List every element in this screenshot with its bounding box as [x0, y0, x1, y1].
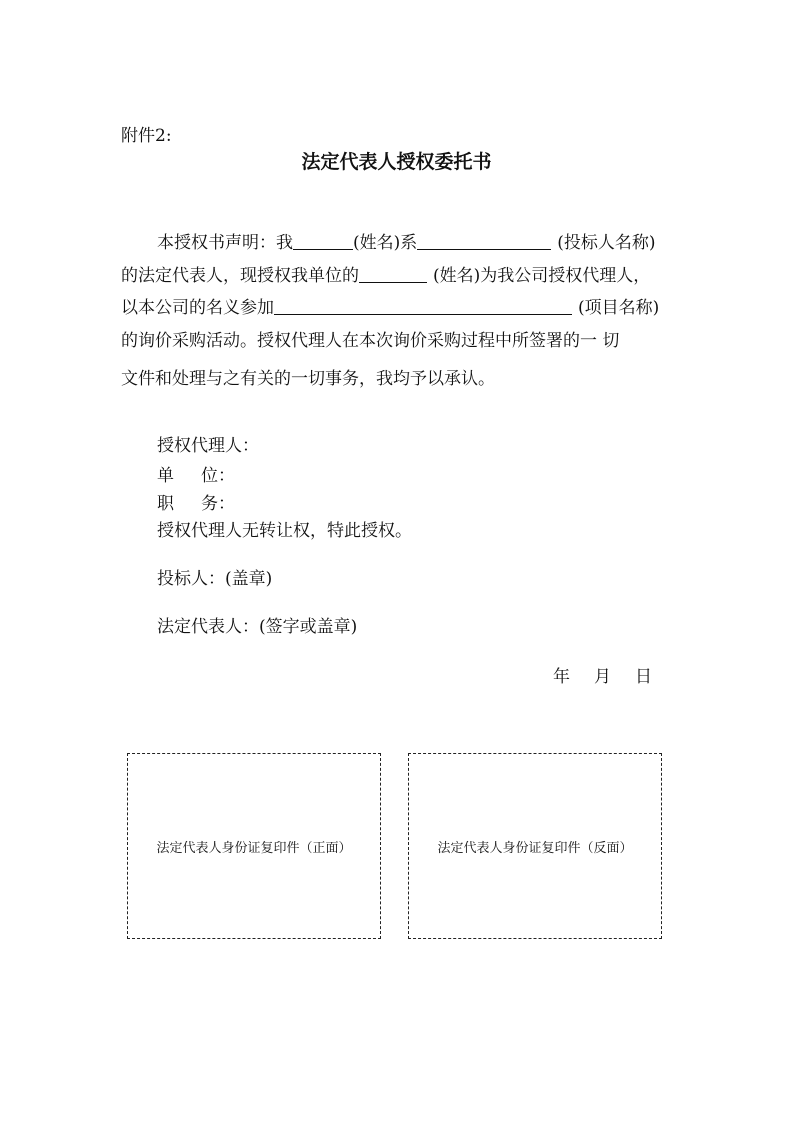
id-card-front-label: 法定代表人身份证复印件（正面）: [156, 840, 352, 856]
agent-unit-field: [157, 461, 235, 486]
name-blank[interactable]: [293, 231, 353, 250]
bidder-hint: (投标人名称): [557, 233, 656, 253]
declaration-line-4: 的询价采购活动。授权代理人在本次询价采购过程中所签署的一 切: [121, 331, 620, 351]
unit-label-rest: 位：: [201, 466, 235, 486]
declaration-line-2: [121, 261, 650, 291]
id-card-back-box: [408, 753, 662, 939]
id-card-back-label: 法定代表人身份证复印件（反面）: [437, 840, 633, 856]
declaration-text: 的法定代表人，现授权我单位的: [121, 266, 359, 286]
date-line: [553, 662, 652, 687]
declaration-line-5: 文件和处理与之有关的一切事务，我均予以承认。: [121, 369, 495, 389]
bidder-name-blank[interactable]: [417, 231, 551, 250]
annex-label: 附件2:: [121, 126, 172, 146]
date-month: 月: [594, 667, 611, 687]
project-name-blank[interactable]: [274, 296, 572, 315]
legal-rep-signature-line: 法定代表人：(签字或盖章): [157, 617, 358, 637]
no-transfer-statement: 授权代理人无转让权，特此授权。: [157, 521, 412, 541]
post-label-rest: 务：: [201, 494, 235, 514]
declaration-text: 以本公司的名义参加: [121, 298, 274, 318]
name-hint: (姓名)系: [353, 233, 418, 253]
agent-label: 授权代理人：: [157, 436, 259, 456]
declaration-text: (姓名)为我公司授权代理人，: [433, 266, 651, 286]
bidder-seal-line: 投标人：(盖章): [157, 569, 273, 589]
date-year: 年: [553, 667, 570, 687]
declaration-line-1: [157, 228, 656, 258]
document-title: 法定代表人授权委托书: [301, 151, 492, 173]
date-day: 日: [635, 667, 652, 687]
unit-label-char: 单: [157, 466, 174, 486]
project-hint: (项目名称): [578, 298, 660, 318]
declaration-line-3: [121, 293, 659, 323]
agent-name-blank[interactable]: [359, 264, 427, 283]
declaration-text: 本授权书声明：我: [157, 233, 293, 253]
agent-post-field: [157, 489, 235, 514]
id-card-front-box: [127, 753, 381, 939]
post-label-char: 职: [157, 494, 174, 514]
